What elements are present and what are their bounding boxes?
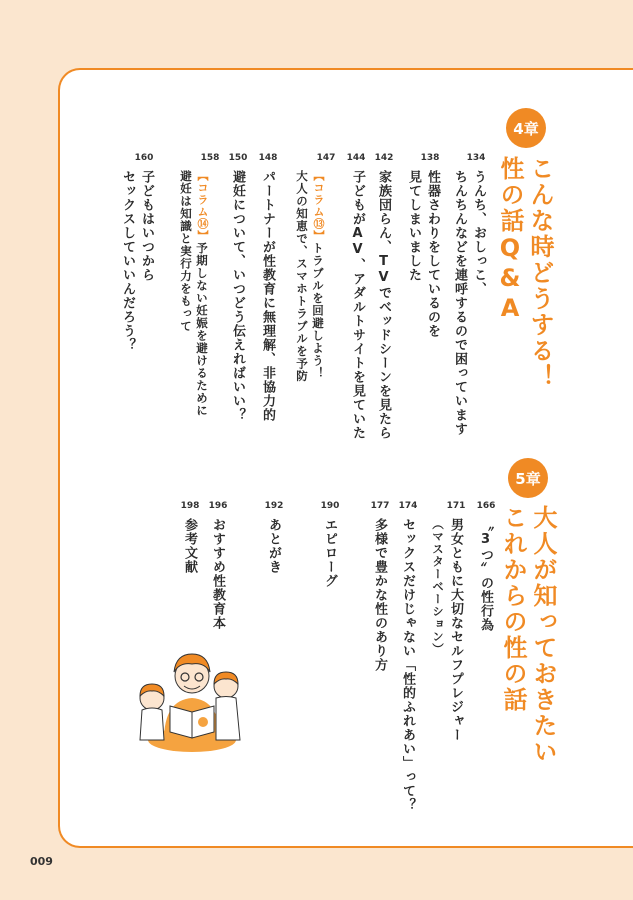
chapter4-title-line2: 性の話Q&A (496, 156, 524, 324)
chapter5-badge (508, 458, 548, 498)
toc-entry-line: （マスターベーション） (431, 518, 445, 656)
toc-entry-line: セックスだけじゃない「性的ふれあい」って？ (400, 518, 415, 812)
toc-entry-line: 避妊は知識と実行力をもって (179, 170, 193, 333)
chapter4-title-line1: こんな時どうする！ (526, 156, 554, 390)
toc-page-number: 171 (446, 501, 466, 511)
toc-entry-177[interactable] (370, 518, 389, 672)
toc-entry-line: おすすめ性教育本 (210, 518, 225, 630)
column-badge-label: 【コラム⑬】 (312, 170, 325, 242)
toc-entry-line: エピローグ (322, 518, 337, 588)
toc-entry-line: パートナーが性教育に無理解、非協力的 (260, 170, 275, 422)
toc-entry-192[interactable] (264, 518, 283, 574)
toc-entry-190[interactable] (320, 518, 339, 588)
toc-entry-160[interactable] (118, 170, 156, 352)
toc-entry-line: 性器さわりをしているのを (425, 170, 440, 338)
toc-page-number: 177 (370, 501, 390, 511)
toc-entry-line: 男女ともに大切なセルフプレジャー (448, 518, 463, 742)
toc-entry-142[interactable] (374, 170, 393, 440)
column-badge (311, 170, 325, 380)
toc-entry-line: 子どもがAV、アダルトサイトを見ていた (350, 170, 365, 440)
toc-entry-198[interactable] (180, 518, 199, 574)
toc-entry-line: 参考文献 (182, 518, 197, 574)
chapter4-badge (506, 108, 546, 148)
toc-page-number: 158 (200, 153, 220, 163)
toc-page-number: 150 (228, 153, 248, 163)
toc-entry-line: 多様で豊かな性のあり方 (372, 518, 387, 672)
toc-entry-line: 大人の知恵で、スマホトラブルを予防 (295, 170, 309, 383)
toc-entry-line: 〝3つ〟の性行為 (478, 518, 493, 632)
chapter5-title-line1: 大人が知っておきたい (529, 505, 557, 765)
family-reading-illustration (128, 640, 258, 755)
toc-entry-line: トラブルを回避しよう！ (311, 242, 325, 380)
toc-entry-150[interactable] (228, 170, 247, 422)
toc-page-number: 198 (180, 501, 200, 511)
toc-entry-line: 家族団らん、TVでベッドシーンを見たら (376, 170, 391, 440)
child-figure-right (214, 672, 240, 740)
toc-entry-line: あとがき (266, 518, 281, 574)
chapter4-title (495, 156, 555, 390)
chapter4-badge-label: 4章 (513, 119, 539, 138)
toc-entry-166[interactable] (476, 518, 495, 632)
toc-entry-line: うんち、おしっこ、 (471, 170, 486, 296)
toc-entry-line: 避妊について、いつどう伝えればいい？ (230, 170, 245, 422)
toc-entry-line: 見てしまいました (406, 170, 421, 282)
toc-entry-171[interactable] (430, 518, 465, 742)
toc-entry-134[interactable] (450, 170, 488, 436)
column-badge-label: 【コラム⑭】 (196, 170, 209, 242)
toc-page-number: 160 (134, 153, 154, 163)
child-figure-left (140, 684, 164, 740)
toc-page-number: 147 (316, 153, 336, 163)
toc-entry-144[interactable] (348, 170, 367, 440)
toc-page-number: 142 (374, 153, 394, 163)
toc-page-number: 192 (264, 501, 284, 511)
chapter5-title (498, 505, 558, 765)
toc-entry-line: 子どもはいつから (139, 170, 154, 282)
toc-page-number: 144 (346, 153, 366, 163)
toc-page-number: 138 (420, 153, 440, 163)
toc-entry-147[interactable] (294, 170, 326, 383)
chapter5-badge-label: 5章 (515, 469, 541, 488)
toc-page-number: 134 (466, 153, 486, 163)
toc-entry-158[interactable] (178, 170, 210, 417)
toc-entry-line: セックスしていいんだろう？ (120, 170, 135, 352)
toc-entry-174[interactable] (398, 518, 417, 812)
toc-page-number: 190 (320, 501, 340, 511)
chapter5-title-line2: これからの性の話 (499, 505, 527, 713)
toc-entry-line: 予期しない妊娠を避けるために (195, 242, 209, 417)
page-number: 009 (30, 855, 53, 868)
toc-entry-196[interactable] (208, 518, 227, 630)
toc-page-number: 148 (258, 153, 278, 163)
toc-entry-138[interactable] (404, 170, 442, 338)
column-badge (195, 170, 209, 417)
toc-page-number: 174 (398, 501, 418, 511)
toc-page-number: 196 (208, 501, 228, 511)
toc-entry-line: ちんちんなどを連呼するので困っています (452, 170, 467, 436)
toc-entry-148[interactable] (258, 170, 277, 422)
toc-page-number: 166 (476, 501, 496, 511)
